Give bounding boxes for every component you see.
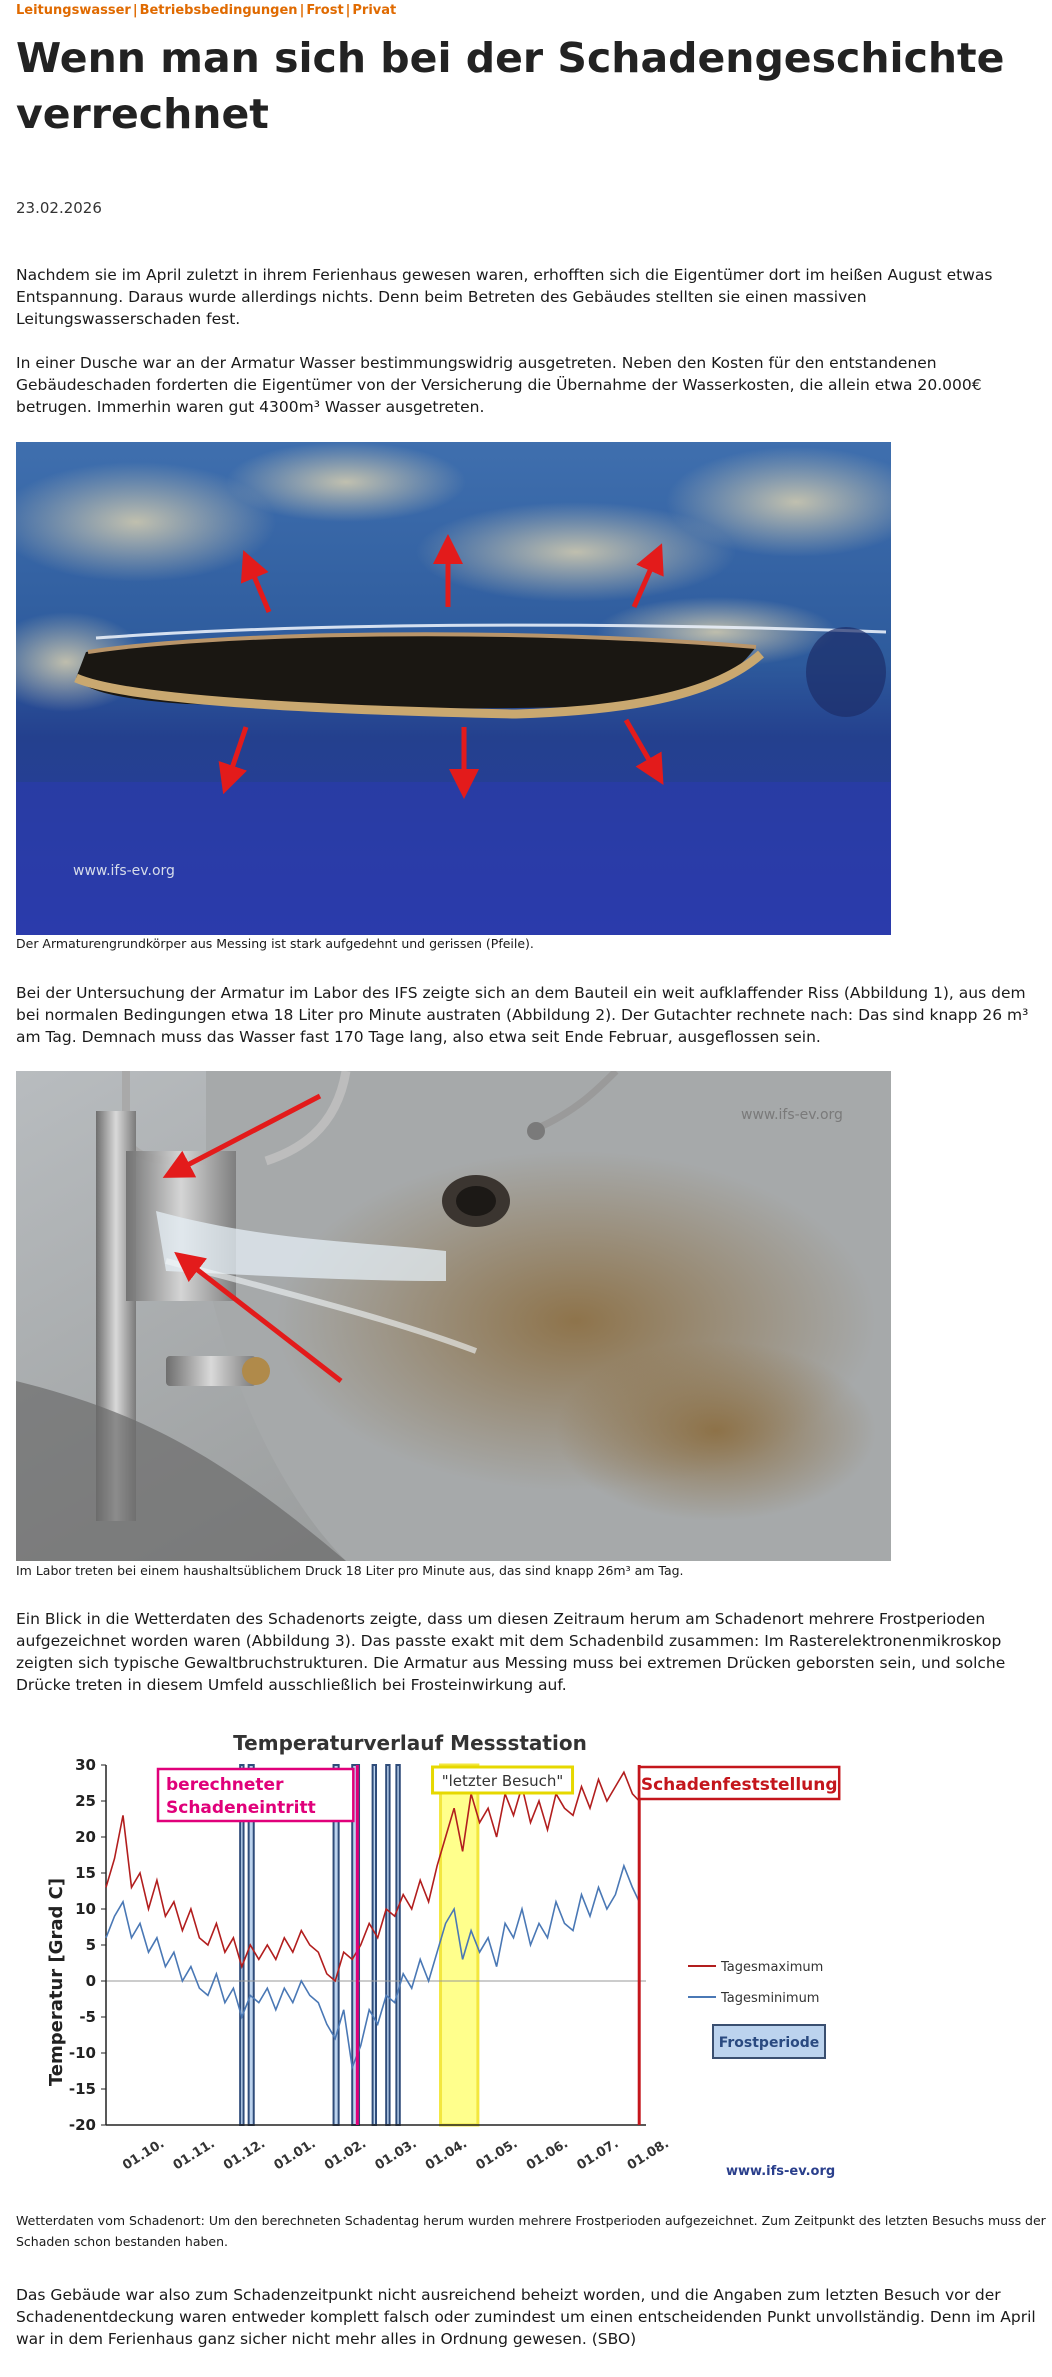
y-tick-label: -20 [68,2116,96,2134]
letzter-besuch-band [441,1765,478,2125]
tag-separator: | [132,3,138,18]
paragraph: Bei der Untersuchung der Armatur im Labor des IFS zeigte sich an dem Bauteil ein weit aufklaffender Riss (Abbildung 1), aus dem bei normalen Bedingungen etwa 18 Liter pro Minute austraten (Abbildung 2). Der Gutachter rechnete nach: Das sind knapp 26 m³ am Tag. Demnach muss das Wasser fast 170 Tage lang, also etwa seit Ende Februar, ausgeflossen sein. [16,984,1029,1046]
chart-title: Temperaturverlauf Messstation [233,1731,587,1755]
paragraph: In einer Dusche war an der Armatur Wasser bestimmungswidrig ausgetreten. Neben den Kosten für den entstandenen Gebäudeschaden forderten die Eigentümer von der Versicherung die Übernahme der Wasserkosten, die allein etwa 20.000€ betrugen. Immerhin waren gut 4300m³ Wasser ausgetreten. [16,354,982,416]
tag-separator: | [345,3,351,18]
tag-link[interactable]: Betriebsbedingungen [139,3,298,18]
paragraph: Ein Blick in die Wetterdaten des Schadenorts zeigte, dass um diesen Zeitraum herum am Schadenort mehrere Frostperioden aufgezeichnet worden waren (Abbildung 3). Das passte exakt mit dem Schadenbild zusammen: Im Rasterelektronenmikroskop zeigten sich typische Gewaltbruchstrukturen. Die Armatur aus Messing muss bei extremen Drücken geborsten sein, und solche Drücke treten in diesem Umfeld ausschließlich bei Frosteinwirkung auf. [16,1610,1006,1694]
figure-cracked-fitting [16,442,891,935]
y-tick-label: -15 [68,2080,96,2098]
figure-water-flow [16,1071,891,1561]
y-tick-label: 15 [75,1864,96,1882]
schadeneintritt-label: Schadeneintritt [166,1798,316,1818]
feststellung-label: Schadenfeststellung [640,1775,838,1795]
legend-frost-label: Frostperiode [718,2035,820,2051]
y-tick-label: -10 [68,2044,96,2062]
temperature-chart [16,1720,891,2206]
photo-watermark: www.ifs-ev.org [73,863,175,879]
x-tick-label: 01.03. [372,2136,420,2174]
y-tick-label: 25 [75,1792,96,1810]
tag-link[interactable]: Frost [306,3,344,18]
figure-caption: Der Armaturengrundkörper aus Messing ist stark aufgedehnt und gerissen (Pfeile). [16,936,534,951]
frost-period-band [373,1765,376,2125]
y-tick-label: -5 [79,2008,96,2026]
schadeneintritt-label: berechneter [166,1775,284,1795]
tag-list [16,3,396,18]
y-tick-label: 0 [85,1972,96,1990]
x-tick-label: 01.08. [624,2136,672,2174]
legend-label-max: Tagesmaximum [721,1960,824,1975]
paragraph: Das Gebäude war also zum Schadenzeitpunkt nicht ausreichend beheizt worden, und die Angaben zum letzten Besuch vor der Schadenentdeckung waren entweder komplett falsch oder zumindest um einen entscheidenden Punkt unvollständig. Denn im April war in dem Ferienhaus ganz sicher nicht mehr alles in Ordnung gewesen. (SBO) [16,2286,1036,2348]
photo-watermark: www.ifs-ev.org [741,1107,843,1123]
paragraph: Nachdem sie im April zuletzt in ihrem Ferienhaus gewesen waren, erhofften sich die Eigentümer dort im heißen August etwas Entspannung. Daraus wurde allerdings nichts. Denn beim Betreten des Gebäudes stellten sie einen massiven Leitungswasserschaden fest. [16,266,993,328]
water-flow-photo [16,1071,891,1561]
y-tick-label: 30 [75,1756,96,1774]
x-tick-label: 01.04. [422,2136,470,2174]
legend-label-min: Tagesminimum [721,1991,820,2006]
tag-separator: | [299,3,305,18]
y-tick-label: 10 [75,1900,96,1918]
y-axis-label: Temperatur [Grad C] [46,1877,67,2087]
frost-period-band [386,1765,389,2125]
x-tick-label: 01.12. [221,2136,269,2174]
frost-period-band [396,1765,399,2125]
x-tick-label: 01.06. [523,2136,571,2174]
cracked-fitting-photo [16,442,891,935]
article-title: Wenn man sich bei der Schadengeschichte verrechnet [16,34,1005,138]
y-tick-label: 20 [75,1828,96,1846]
y-tick-label: 5 [85,1936,96,1954]
tag-link[interactable]: Privat [352,3,397,18]
x-tick-label: 01.01. [271,2136,319,2174]
tag-link[interactable]: Leitungswasser [16,3,131,18]
x-tick-label: 01.11. [170,2136,218,2174]
article-date: 23.02.2026 [16,199,102,217]
chart-watermark: www.ifs-ev.org [726,2164,836,2179]
x-tick-label: 01.02. [322,2136,370,2174]
figure-caption: Im Labor treten bei einem haushaltsüblichem Druck 18 Liter pro Minute aus, das sind knapp 26m³ am Tag. [16,1563,684,1578]
figure-temperature-chart [16,1720,891,2206]
figure-caption: Wetterdaten vom Schadenort: Um den berechneten Schadentag herum wurden mehrere Frostperioden aufgezeichnet. Zum Zeitpunkt des letzten Besuchs muss der Schaden schon bestanden haben. [16,2213,1046,2249]
letzter-besuch-label: "letzter Besuch" [441,1772,564,1790]
x-tick-label: 01.05. [473,2136,521,2174]
x-tick-label: 01.10. [120,2136,168,2174]
x-tick-label: 01.07. [574,2136,622,2174]
